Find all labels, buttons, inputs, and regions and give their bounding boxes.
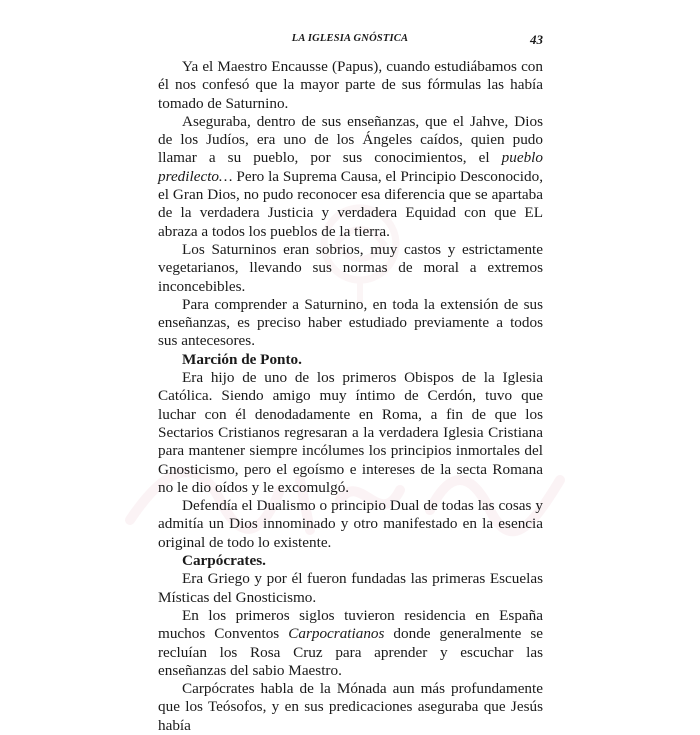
paragraph-conventos-part2: donde generalmente se recluían los Rosa Cruz para aprender y escuchar las enseñanzas del sabio Maestro. bbox=[158, 625, 543, 679]
paragraph-jahve-part1: Aseguraba, dentro de sus enseñanzas, que el Jahve, Dios de los Judíos, era uno de los Ángeles caídos, quien pudo llamar a su pueblo, por sus conocimientos, el bbox=[158, 112, 543, 167]
paragraph-comprender: Para comprender a Saturnino, en toda la extensión de sus enseñanzas, es preciso haber estudiado previamente a todos sus antecesores. bbox=[158, 295, 543, 350]
paragraph-papus: Ya el Maestro Encausse (Papus), cuando estudiábamos con él nos confesó que la mayor parte de sus fórmulas las había tomado de Saturnino. bbox=[158, 58, 543, 112]
paragraph-conventos bbox=[158, 607, 543, 680]
page-number: 43 bbox=[530, 32, 543, 47]
paragraph-monada: Carpócrates habla de la Mónada aun más profundamente que los Teósofos, y en sus predicaciones aseguraba que Jesús había bbox=[158, 680, 543, 734]
paragraph-conventos-part1: En los primeros siglos tuvieron residencia en España muchos Conventos bbox=[158, 606, 543, 643]
paragraph-dualismo: Defendía el Dualismo o principio Dual de todas las cosas y admitía un Dios innominado y otro manifestado en la esencia original de todo lo existente. bbox=[158, 497, 543, 551]
paragraph-marcion: Era hijo de uno de los primeros Obispos de la Iglesia Católica. Siendo amigo muy íntimo de Cerdón, tuvo que luchar con él denodadamente en Roma, a fin de que los Sectarios Cristianos regresaran a la verdadera Iglesia Cristiana para mantener siempre incólumes los principios inmortales del Gnosticismo, pero el egoísmo e intereses de la secta Romana no le dio oídos y le excomulgó. bbox=[158, 369, 543, 496]
paragraph-conventos-emphasis: Carpocratianos bbox=[288, 625, 385, 643]
paragraph-jahve-part2: Pero la Suprema Causa, el Principio Desconocido, el Gran Dios, no pudo reconocer esa diferencia que se apartaba de la verdadera Justicia y verdadera Equidad con que EL abraza a todos los pueblos de la tierra. bbox=[158, 167, 543, 240]
section-heading-carpocrates: Carpócrates. bbox=[182, 552, 266, 570]
section-heading-marcion: Marción de Ponto. bbox=[182, 350, 302, 368]
paragraph-saturninos: Los Saturninos eran sobrios, muy castos y estrictamente vegetarianos, llevando sus normas de moral a extremos inconcebibles. bbox=[158, 240, 543, 295]
paragraph-griego: Era Griego y por él fueron fundadas las primeras Escuelas Místicas del Gnosticismo. bbox=[158, 570, 543, 606]
body-text bbox=[158, 58, 543, 735]
running-header-title: LA IGLESIA GNÓSTICA bbox=[291, 33, 409, 44]
paragraph-jahve bbox=[158, 113, 543, 241]
paragraph-jahve-emphasis: pueblo predilecto… bbox=[158, 149, 543, 185]
